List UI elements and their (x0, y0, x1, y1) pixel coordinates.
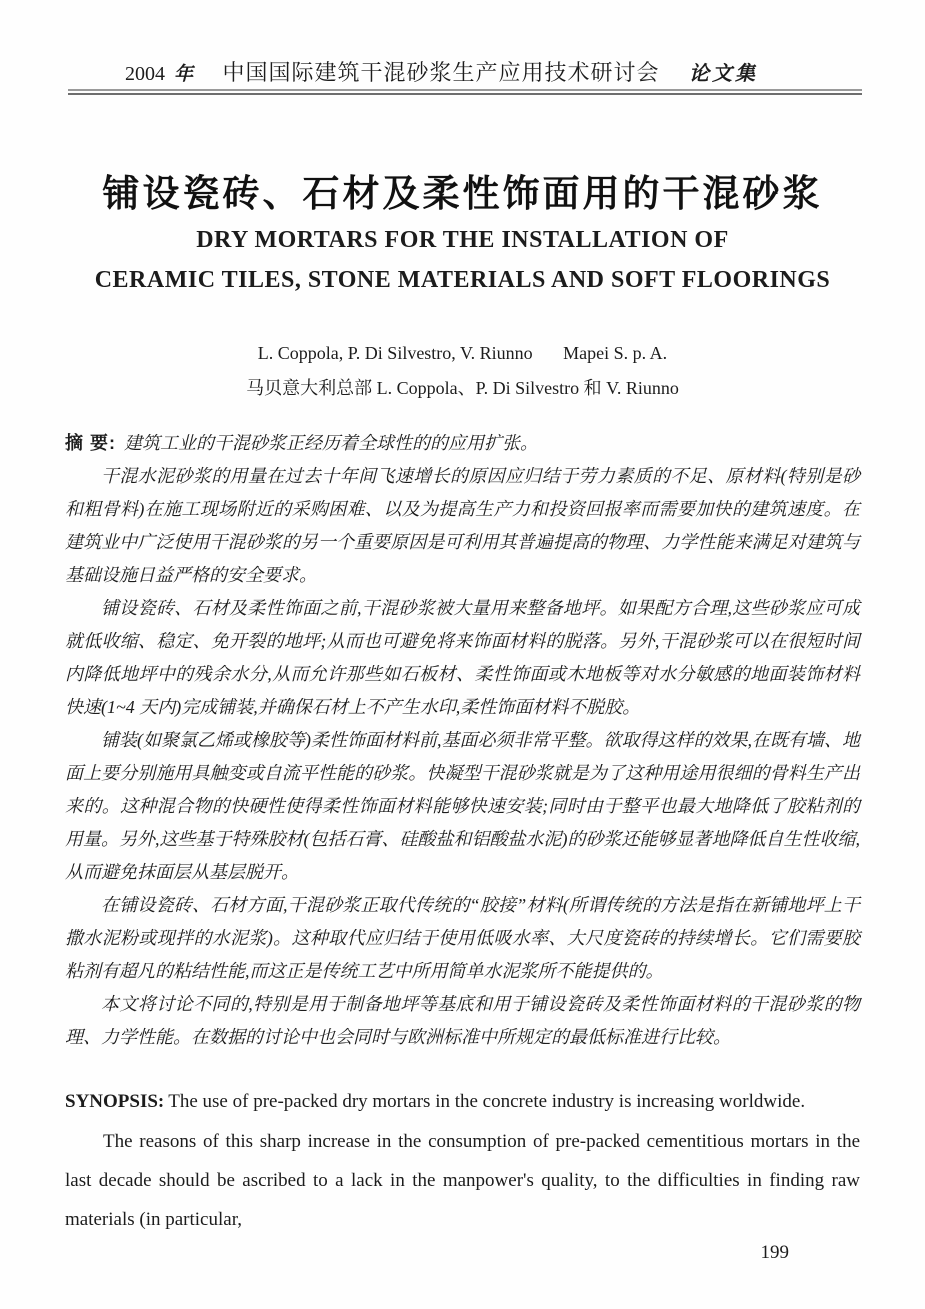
author-affiliation: Mapei S. p. A. (563, 343, 668, 363)
paper-title-english-line1: DRY MORTARS FOR THE INSTALLATION OF (196, 227, 729, 253)
body-paragraph: 铺设瓷砖、石材及柔性饰面之前,干混砂浆被大量用来整备地坪。如果配方合理,这些砂浆应可成就低收缩、稳定、免开裂的地坪;从而也可避免将来饰面材料的脱落。另外,干混砂浆可以在很短时间内降低地坪中的残余水分,从而允许那些如石板材、柔性饰面或木地板等对水分敏感的地面装饰材料快速(1~4 天内)完成铺装,并确保石材上不产生水印,柔性饰面材料不脱胶。 (65, 598, 860, 717)
body-paragraph: 铺装(如聚氯乙烯或橡胶等)柔性饰面材料前,基面必须非常平整。欲取得这样的效果,在既有墙、地面上要分别施用具触变或自流平性能的砂浆。快凝型干混砂浆就是为了这种用途用很细的骨料生产出来的。这种混合物的快硬性使得柔性饰面材料能够快速安装;同时由于整平也最大地降低了胶粘剂的用量。另外,这些基于特殊胶材(包括石膏、硅酸盐和铝酸盐水泥)的砂浆还能够显著地降低自生性收缩,从而避免抹面层从基层脱开。 (65, 730, 860, 882)
document-body (0, 427, 925, 1239)
header-conference-title: 中国国际建筑干混砂浆生产应用技术研讨会 (222, 60, 660, 85)
body-paragraph: 干混水泥砂浆的用量在过去十年间飞速增长的原因应归结于劳力素质的不足、原材料(特别是砂和粗骨料)在施工现场附近的采购困难、以及为提高生产力和投资回报率而需要加快的建筑速度。在建筑业中广泛使用干混砂浆的另一个重要原因是可利用其普遍提高的物理、力学性能来满足对建筑与基础设施日益严格的安全要求。 (65, 466, 860, 585)
synopsis-label: SYNOPSIS: (65, 1091, 165, 1112)
paper-title-chinese: 铺设瓷砖、石材及柔性饰面用的干混砂浆 (102, 173, 823, 214)
header-divider-rule (68, 89, 862, 95)
body-paragraph: 在铺设瓷砖、石材方面,干混砂浆正取代传统的“胶接”材料(所谓传统的方法是指在新铺地坪上干撒水泥粉或现拌的水泥浆)。这种取代应归结于使用低吸水率、大尺度瓷砖的持续增长。它们需要胶粘剂有超凡的粘结性能,而这正是传统工艺中所用简单水泥浆所不能提供的。 (65, 895, 860, 981)
abstract-text: 建筑工业的干混砂浆正经历着全球性的的应用扩张。 (124, 433, 538, 453)
abstract-paragraph (65, 427, 860, 460)
english-body-paragraph: The reasons of this sharp increase in the consumption of pre-packed cementitious mortars in the last decade should be ascribed to a lack in the manpower's quality, to the difficulties in finding raw materials (in particular, (65, 1131, 860, 1230)
body-paragraph: 本文将讨论不同的,特别是用于制备地坪等基底和用于铺设瓷砖及柔性饰面材料的干混砂浆的物理、力学性能。在数据的讨论中也会同时与欧洲标准中所规定的最低标准进行比较。 (65, 994, 860, 1047)
authors-line-chinese: 马贝意大利总部 L. Coppola、P. Di Silvestro 和 V. Riunno (246, 378, 679, 398)
synopsis-text: The use of pre-packed dry mortars in the concrete industry is increasing worldwide. (168, 1091, 806, 1112)
page-number: 199 (760, 1242, 789, 1263)
paper-title-english-line2: CERAMIC TILES, STONE MATERIALS AND SOFT FLOORINGS (94, 267, 831, 293)
page-header (0, 0, 925, 85)
abstract-label: 摘 要: (65, 433, 116, 453)
author-names: L. Coppola, P. Di Silvestro, V. Riunno (257, 343, 533, 363)
header-proceedings-label: 论文集 (689, 63, 758, 85)
authors-line (0, 340, 925, 366)
synopsis-paragraph (65, 1082, 860, 1122)
header-year-suffix: 年 (174, 64, 194, 85)
header-year-number: 2004 (125, 63, 165, 85)
header-year (125, 59, 193, 86)
